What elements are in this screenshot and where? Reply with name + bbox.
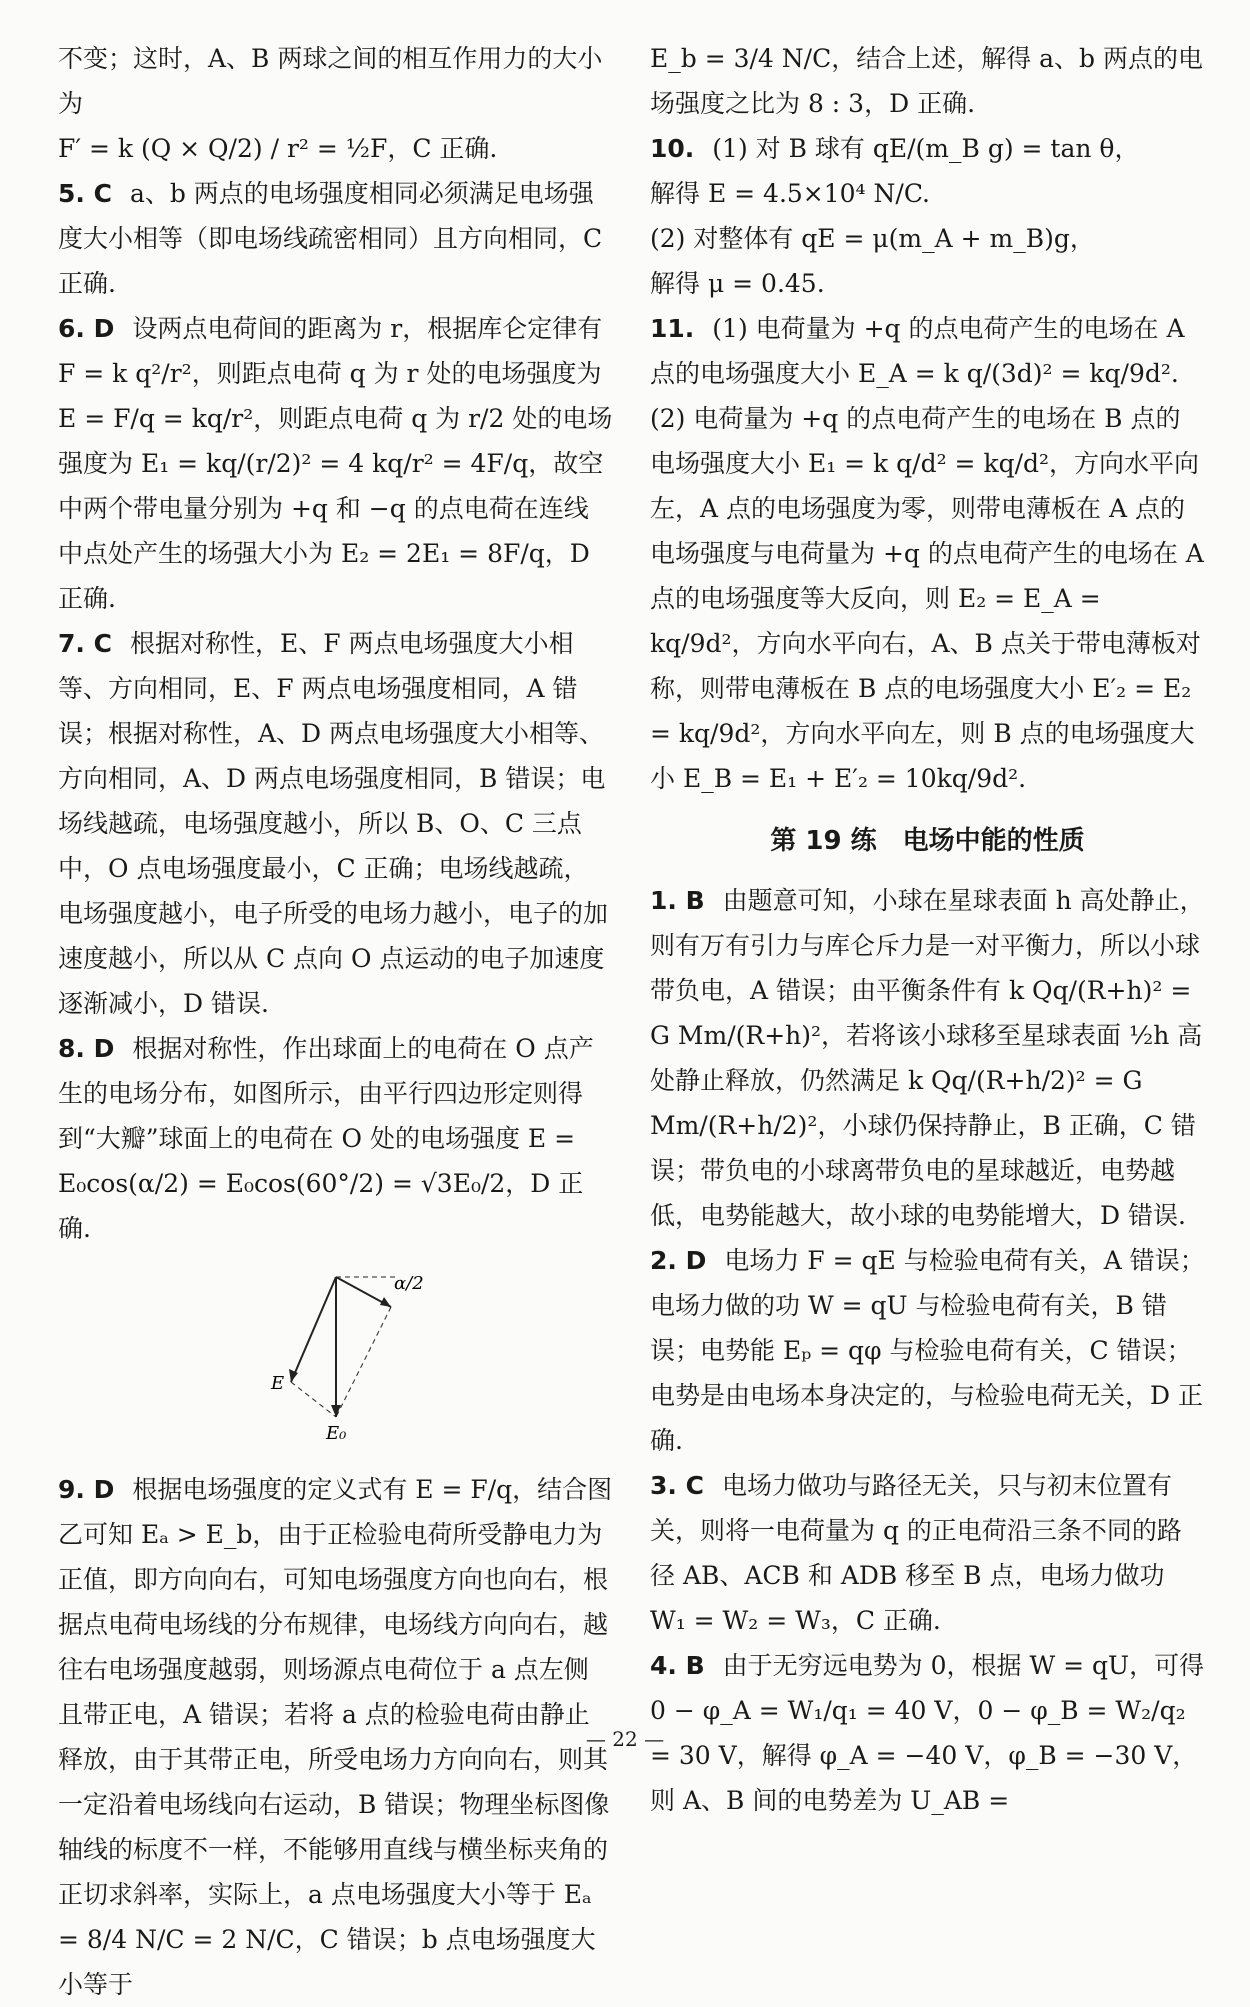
right2-paragraph-0 [650,878,1205,1238]
answer-number: 9. D [58,1475,115,1504]
answer-text: F′ = k (Q × Q/2) / r² = ½F，C 正确. [58,134,498,163]
field-vector-figure [216,1267,456,1447]
answer-text: 根据电场强度的定义式有 E = F/q，结合图乙可知 Eₐ > E_b，由于正检验电荷所受静电力为正值，即方向向右，可知电场强度方向也向右，根据点电荷电场线的分布规律，电场线方向向右，越往右电场强度越弱，则场源点电荷位于 a 点左侧且带正电，A 错误；若将 a 点的检验电荷由静止释放，由于其带正电，所受电场力方向向右，则其一定沿着电场线向右运动，B 错误；物理坐标图像轴线的标度不一样，不能够用直线与横坐标夹角的正切求斜率，实际上，a 点电场强度大小等于 Eₐ = 8/4 N/C = 2 N/C，C 错误；b 点电场强度大小等于 [58,1475,613,1999]
section-title: 第 19 练 电场中能的性质 [770,826,1085,856]
answer-text: (1) 电荷量为 +q 的点电荷产生的电场在 A 点的电场强度大小 E_A = k q/(3d)² = kq/9d². [650,314,1185,388]
answer-text: 由题意可知，小球在星球表面 h 高处静止，则有万有引力与库仑斥力是一对平衡力，所以小球带负电，A 错误；由平衡条件有 k Qq/(R+h)² = G Mm/(R+h)²，若将该小球移至星球表面 ½h 高处静止释放，仍然满足 k Qq/(R+h/2)² = G Mm/(R+h/2)²，小球仍保持静止，B 正确，C 错误；带负电的小球离带负电的星球越近，电势越低，电势能越大，故小球的电势能增大，D 错误. [650,886,1205,1230]
answer-number: 5. C [58,179,112,208]
left-paragraph-2 [58,171,613,306]
answer-number: 1. B [650,886,705,915]
answer-text: 解得 E = 4.5×10⁴ N/C. [650,179,931,208]
right-paragraph-1 [650,126,1205,171]
answer-number: 6. D [58,314,115,343]
dashed-line [336,1307,391,1417]
left-paragraph-1 [58,126,613,171]
answer-text: 设两点电荷间的距离为 r，根据库仑定律有 F = k q²/r²，则距点电荷 q 为 r 处的电场强度为 E = F/q = kq/r²，则距点电荷 q 为 r/2 处的电场强度为 E₁ = kq/(r/2)² = 4 kq/r² = 4F/q，故空中两个带电量分别为 +q 和 −q 的点电荷在连线中点处产生的场强大小为 E₂ = 2E₁ = 8F/q，D 正确. [58,314,613,613]
right2-paragraph-1 [650,1238,1205,1463]
left-paragraph-3 [58,306,613,621]
left-paragraph-5 [58,1026,613,1251]
label-e0: E₀ [325,1423,346,1444]
answer-number: 4. B [650,1651,705,1680]
answer-text: a、b 两点的电场强度相同必须满足电场强度大小相等（即电场线疏密相同）且方向相同，C 正确. [58,179,603,298]
right-column [650,36,1205,1823]
answer-text: 由于无穷远电势为 0，根据 W = qU，可得 0 − φ_A = W₁/q₁ = 40 V，0 − φ_B = W₂/q₂ = 30 V，解得 φ_A = −40 V，φ_B = −30 V，则 A、B 间的电势差为 U_AB = [650,1651,1205,1815]
answer-number: 7. C [58,629,112,658]
answer-text: E_b = 3/4 N/C，结合上述，解得 a、b 两点的电场强度之比为 8 : 3，D 正确. [650,44,1204,118]
left-paragraph-0 [58,36,613,126]
right-paragraph-5 [650,306,1205,396]
answer-text: 电场力做功与路径无关，只与初末位置有关，则将一电荷量为 q 的正电荷沿三条不同的路径 AB、ACB 和 ADB 移至 B 点，电场力做功 W₁ = W₂ = W₃，C 正确. [650,1471,1182,1635]
right-paragraph-4 [650,261,1205,306]
answer-text: 根据对称性，E、F 两点电场强度大小相等、方向相同，E、F 两点电场强度相同，A 错误；根据对称性，A、D 两点电场强度大小相等、方向相同，A、D 两点电场强度相同，B 错误；电场线越疏，电场强度越小，所以 B、O、C 三点中，O 点电场强度最小，C 正确；电场线越疏，电场强度越小，电子所受的电场力越小，电子的加速度越小，所以从 C 点向 O 点运动的电子加速度逐渐减小，D 错误. [58,629,609,1018]
answer-text: (2) 电荷量为 +q 的点电荷产生的电场在 B 点的电场强度大小 E₁ = k q/d² = kq/d²，方向水平向左，A 点的电场强度为零，则带电薄板在 A 点的电场强度与电荷量为 +q 的点电荷产生的电场在 A 点的电场强度等大反向，则 E₂ = E_A = kq/9d²，方向水平向右，A、B 点关于带电薄板对称，则带电薄板在 B 点的电场强度大小 E′₂ = E₂ = kq/9d²，方向水平向左，则 B 点的电场强度大小 E_B = E₁ + E′₂ = 10kq/9d². [650,404,1204,793]
answer-number: 2. D [650,1246,707,1275]
right-paragraph-2 [650,171,1205,216]
answer-number: 8. D [58,1034,115,1063]
answer-text: (1) 对 B 球有 qE/(m_B g) = tan θ， [712,134,1140,163]
dashed-line [291,1382,336,1417]
page-number: — 22 — [585,1727,665,1751]
vector-e [291,1277,336,1382]
left-column [58,36,613,2007]
answer-text: 不变；这时，A、B 两球之间的相互作用力的大小为 [58,44,603,118]
label-alpha: α/2 [393,1273,424,1294]
right-paragraph-3 [650,216,1205,261]
right-paragraph-6 [650,396,1205,801]
arrowhead [331,1405,341,1417]
answer-number: 10. [650,134,695,163]
label-e: E [270,1373,284,1394]
answer-text: 解得 μ = 0.45. [650,269,825,298]
answer-number: 11. [650,314,695,343]
answer-number: 3. C [650,1471,704,1500]
left-paragraph-4 [58,621,613,1026]
answer-text: (2) 对整体有 qE = μ(m_A + m_B)g， [650,224,1095,253]
answer-text: 根据对称性，作出球面上的电荷在 O 点产生的电场分布，如图所示，由平行四边形定则得到“大瓣”球面上的电荷在 O 处的电场强度 E = E₀cos(α/2) = E₀cos(60°/2) = √3E₀/2，D 正确. [58,1034,594,1243]
arrowhead [380,1297,391,1307]
right2-paragraph-2 [650,1463,1205,1643]
right-paragraph-0 [650,36,1205,126]
answer-text: 电场力 F = qE 与检验电荷有关，A 错误；电场力做的功 W = qU 与检验电荷有关，B 错误；电势能 Eₚ = qφ 与检验电荷有关，C 错误；电势是由电场本身决定的，与检验电荷无关，D 正确. [650,1246,1205,1455]
